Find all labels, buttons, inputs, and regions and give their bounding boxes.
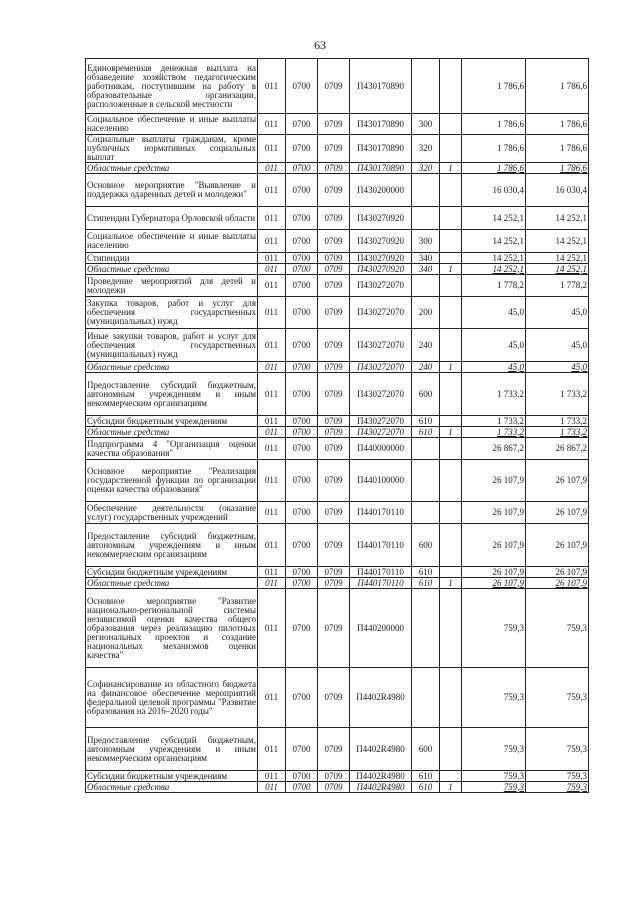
amount-year-1-cell: 1 778,2	[462, 275, 526, 297]
amount-year-2-cell: 759,3	[526, 771, 589, 782]
item-name-cell: Областные средства	[86, 578, 258, 589]
item-name-cell: Областные средства	[86, 427, 258, 438]
subsection-code-cell: 0709	[318, 427, 350, 438]
funding-source-code-cell	[440, 460, 462, 502]
page-number: 63	[314, 38, 326, 52]
amount-year-1-cell: 26 107,9	[462, 524, 526, 567]
ministry-code-cell: 011	[258, 524, 286, 567]
subsection-code-cell: 0709	[318, 668, 350, 728]
item-name-cell: Предоставление субсидий бюджетным, автономным учреждениям и иным некоммерческим организациям	[86, 524, 258, 567]
funding-source-code-cell	[440, 59, 462, 114]
table-row	[86, 668, 589, 728]
ministry-code-cell: 011	[258, 578, 286, 589]
subsection-code-cell: 0709	[318, 567, 350, 578]
amount-year-2-cell: 1 786,6	[526, 135, 589, 163]
item-name-cell: Субсидии бюджетным учреждениям	[86, 771, 258, 782]
item-name-cell: Основное мероприятие "Реализация государственной функции по организации оценки качества образования"	[86, 460, 258, 502]
section-code-cell: 0700	[286, 567, 318, 578]
amount-year-1-cell: 759,3	[462, 728, 526, 771]
expense-type-code-cell: 320	[412, 163, 440, 174]
section-code-cell: 0700	[286, 668, 318, 728]
funding-source-code-cell	[440, 329, 462, 362]
section-code-cell: 0700	[286, 578, 318, 589]
expense-type-code-cell: 320	[412, 135, 440, 163]
ministry-code-cell: 011	[258, 502, 286, 524]
section-code-cell: 0700	[286, 207, 318, 230]
expense-type-code-cell: 240	[412, 329, 440, 362]
subsection-code-cell: 0709	[318, 114, 350, 135]
subsection-code-cell: 0709	[318, 59, 350, 114]
amount-year-2-cell: 759,3	[526, 589, 589, 668]
amount-year-1-cell: 26 107,9	[462, 567, 526, 578]
table-row	[86, 771, 589, 782]
subsection-code-cell: 0709	[318, 502, 350, 524]
expense-type-code-cell	[412, 174, 440, 207]
subsection-code-cell: 0709	[318, 207, 350, 230]
amount-year-2-cell: 14 252,1	[526, 207, 589, 230]
section-code-cell: 0700	[286, 362, 318, 373]
item-name-cell: Областные средства	[86, 782, 258, 793]
table-row	[86, 427, 589, 438]
funding-source-code-cell	[440, 135, 462, 163]
item-name-cell: Стипендии	[86, 253, 258, 264]
subsection-code-cell: 0709	[318, 782, 350, 793]
target-article-code-cell: П440170110	[350, 578, 412, 589]
amount-year-2-cell: 45,0	[526, 329, 589, 362]
amount-year-1-cell: 1 733,2	[462, 416, 526, 427]
subsection-code-cell: 0709	[318, 771, 350, 782]
amount-year-2-cell: 1 778,2	[526, 275, 589, 297]
table-row	[86, 207, 589, 230]
amount-year-2-cell: 26 107,9	[526, 567, 589, 578]
item-name-cell: Предоставление субсидий бюджетным, автономным учреждениям и иным некоммерческим организациям	[86, 728, 258, 771]
amount-year-2-cell: 26 867,2	[526, 438, 589, 460]
table-row	[86, 297, 589, 329]
table-row	[86, 460, 589, 502]
ministry-code-cell: 011	[258, 114, 286, 135]
ministry-code-cell: 011	[258, 438, 286, 460]
expense-type-code-cell: 610	[412, 782, 440, 793]
funding-source-code-cell	[440, 438, 462, 460]
funding-source-code-cell	[440, 771, 462, 782]
expense-type-code-cell	[412, 438, 440, 460]
section-code-cell: 0700	[286, 438, 318, 460]
table-row	[86, 438, 589, 460]
table-row	[86, 114, 589, 135]
section-code-cell: 0700	[286, 59, 318, 114]
amount-year-1-cell: 759,3	[462, 668, 526, 728]
expense-type-code-cell: 200	[412, 297, 440, 329]
target-article-code-cell: П440170110	[350, 567, 412, 578]
funding-source-code-cell	[440, 567, 462, 578]
item-name-cell: Предоставление субсидий бюджетным, автономным учреждениям и иным некоммерческим организациям	[86, 373, 258, 416]
funding-source-code-cell	[440, 502, 462, 524]
amount-year-1-cell: 45,0	[462, 362, 526, 373]
target-article-code-cell: П430270920	[350, 253, 412, 264]
table-row	[86, 373, 589, 416]
expense-type-code-cell: 610	[412, 578, 440, 589]
section-code-cell: 0700	[286, 524, 318, 567]
subsection-code-cell: 0709	[318, 728, 350, 771]
expense-type-code-cell	[412, 589, 440, 668]
item-name-cell: Основное мероприятие "Развитие национально-региональной системы независимой оценки качества общего образования через реализацию пилотных региональных проектов и создание национальных механизмов оценки качества"	[86, 589, 258, 668]
amount-year-2-cell: 1 786,6	[526, 114, 589, 135]
item-name-cell: Областные средства	[86, 163, 258, 174]
amount-year-1-cell: 14 252,1	[462, 230, 526, 253]
section-code-cell: 0700	[286, 771, 318, 782]
table-row	[86, 728, 589, 771]
amount-year-1-cell: 14 252,1	[462, 207, 526, 230]
subsection-code-cell: 0709	[318, 329, 350, 362]
item-name-cell: Проведение мероприятий для детей и молодежи	[87, 275, 256, 295]
funding-source-code-cell	[440, 297, 462, 329]
target-article-code-cell: П430170890	[350, 59, 412, 114]
section-code-cell: 0700	[286, 329, 318, 362]
subsection-code-cell: 0709	[318, 275, 350, 297]
ministry-code-cell: 011	[258, 230, 286, 253]
target-article-code-cell: П4402R4980	[350, 771, 412, 782]
target-article-code-cell: П430272070	[350, 297, 412, 329]
table-row	[86, 567, 589, 578]
target-article-code-cell: П430170890	[350, 135, 412, 163]
amount-year-1-cell: 759,3	[462, 589, 526, 668]
amount-year-2-cell: 14 252,1	[526, 253, 589, 264]
funding-source-code-cell	[440, 275, 462, 297]
section-code-cell: 0700	[286, 373, 318, 416]
amount-year-2-cell: 759,3	[526, 728, 589, 771]
expense-type-code-cell	[412, 460, 440, 502]
funding-source-code-cell: 1	[440, 264, 462, 275]
section-code-cell: 0700	[286, 253, 318, 264]
target-article-code-cell: П430170890	[350, 163, 412, 174]
amount-year-2-cell: 759,3	[526, 782, 589, 793]
amount-year-2-cell: 26 107,9	[526, 460, 589, 502]
amount-year-1-cell: 45,0	[462, 297, 526, 329]
ministry-code-cell: 011	[258, 362, 286, 373]
item-name-cell: Социальные выплаты гражданам, кроме публичных нормативных социальных выплат	[87, 134, 256, 162]
table-row	[86, 416, 589, 427]
item-name-cell: Стипендии Губернатора Орловской области	[86, 207, 258, 230]
amount-year-1-cell: 759,3	[462, 771, 526, 782]
expense-type-code-cell: 300	[412, 114, 440, 135]
expense-type-code-cell: 240	[412, 362, 440, 373]
target-article-code-cell: П4402R4980	[350, 728, 412, 771]
expense-type-code-cell	[412, 275, 440, 297]
item-name-cell: Основное мероприятие "Выявление и поддержка одаренных детей и молодежи"	[86, 174, 258, 207]
target-article-code-cell: П430270920	[350, 230, 412, 253]
expense-type-code-cell: 600	[412, 728, 440, 771]
target-article-code-cell: П430272070	[350, 329, 412, 362]
funding-source-code-cell: 1	[440, 427, 462, 438]
budget-table-body	[86, 59, 589, 793]
funding-source-code-cell: 1	[440, 362, 462, 373]
amount-year-2-cell: 1 786,6	[526, 59, 589, 114]
subsection-code-cell: 0709	[318, 174, 350, 207]
amount-year-1-cell: 1 786,6	[462, 59, 526, 114]
funding-source-code-cell	[440, 728, 462, 771]
amount-year-1-cell: 14 252,1	[462, 253, 526, 264]
section-code-cell: 0700	[286, 135, 318, 163]
amount-year-2-cell: 1 733,2	[526, 416, 589, 427]
subsection-code-cell: 0709	[318, 297, 350, 329]
item-name-cell: Иные закупки товаров, работ и услуг для обеспечения государственных (муниципальных) нужд	[86, 329, 258, 362]
item-name-cell: Единовременная денежная выплата на обзаведение хозяйством педагогическим работникам, поступившим на работу в образовательные организации, расположенные в сельской местности	[86, 59, 258, 114]
subsection-code-cell: 0709	[318, 589, 350, 668]
expense-type-code-cell: 340	[412, 253, 440, 264]
expense-type-code-cell	[412, 668, 440, 728]
section-code-cell: 0700	[286, 174, 318, 207]
ministry-code-cell: 011	[258, 416, 286, 427]
table-row	[86, 578, 589, 589]
amount-year-1-cell: 1 786,6	[462, 163, 526, 174]
section-code-cell: 0700	[286, 728, 318, 771]
target-article-code-cell: П440170110	[350, 524, 412, 567]
item-name-cell: Закупка товаров, работ и услуг для обеспечения государственных (муниципальных) нужд	[86, 297, 258, 329]
amount-year-1-cell: 26 107,9	[462, 502, 526, 524]
funding-source-code-cell	[440, 207, 462, 230]
ministry-code-cell: 011	[258, 668, 286, 728]
section-code-cell: 0700	[286, 427, 318, 438]
section-code-cell: 0700	[286, 264, 318, 275]
table-row	[86, 174, 589, 207]
target-article-code-cell: П430272070	[350, 416, 412, 427]
table-row	[86, 524, 589, 567]
amount-year-1-cell: 1 786,6	[462, 135, 526, 163]
item-name-cell: Областные средства	[86, 362, 258, 373]
expense-type-code-cell: 300	[412, 230, 440, 253]
subsection-code-cell: 0709	[318, 163, 350, 174]
target-article-code-cell: П4402R4980	[350, 782, 412, 793]
target-article-code-cell: П430272070	[350, 275, 412, 297]
target-article-code-cell: П430272070	[350, 362, 412, 373]
ministry-code-cell: 011	[258, 427, 286, 438]
funding-source-code-cell: 1	[440, 782, 462, 793]
subsection-code-cell: 0709	[318, 362, 350, 373]
target-article-code-cell: П430170890	[350, 114, 412, 135]
section-code-cell: 0700	[286, 297, 318, 329]
subsection-code-cell: 0709	[318, 438, 350, 460]
section-code-cell: 0700	[286, 589, 318, 668]
amount-year-2-cell: 14 252,1	[526, 264, 589, 275]
ministry-code-cell: 011	[258, 728, 286, 771]
item-name-cell: Социальное обеспечение и иные выплаты населению	[87, 114, 256, 133]
amount-year-1-cell: 26 107,9	[462, 460, 526, 502]
ministry-code-cell: 011	[258, 59, 286, 114]
expense-type-code-cell: 610	[412, 567, 440, 578]
amount-year-2-cell: 759,3	[526, 668, 589, 728]
ministry-code-cell: 011	[258, 135, 286, 163]
section-code-cell: 0700	[286, 275, 318, 297]
expense-type-code-cell: 610	[412, 427, 440, 438]
subsection-code-cell: 0709	[318, 253, 350, 264]
amount-year-2-cell: 14 252,1	[526, 230, 589, 253]
item-name-cell: Софинансирование из областного бюджета на финансовое обеспечение мероприятий федеральной целевой программы "Развитие образования на 2016–2020 годы"	[86, 668, 258, 728]
amount-year-1-cell: 1 733,2	[462, 427, 526, 438]
funding-source-code-cell	[440, 589, 462, 668]
amount-year-1-cell: 1 786,6	[462, 114, 526, 135]
target-article-code-cell: П430200000	[350, 174, 412, 207]
ministry-code-cell: 011	[258, 275, 286, 297]
ministry-code-cell: 011	[258, 771, 286, 782]
ministry-code-cell: 011	[258, 782, 286, 793]
funding-source-code-cell	[440, 253, 462, 264]
target-article-code-cell: П430272070	[350, 373, 412, 416]
subsection-code-cell: 0709	[318, 578, 350, 589]
table-row	[86, 59, 589, 114]
expense-type-code-cell: 610	[412, 771, 440, 782]
target-article-code-cell: П440170110	[350, 502, 412, 524]
amount-year-1-cell: 759,3	[462, 782, 526, 793]
table-row	[86, 329, 589, 362]
funding-source-code-cell	[440, 668, 462, 728]
amount-year-2-cell: 16 030,4	[526, 174, 589, 207]
budget-table	[85, 58, 589, 793]
expense-type-code-cell: 340	[412, 264, 440, 275]
item-name-cell: Подпрограмма 4 "Организация оценки качества образования"	[87, 438, 256, 458]
amount-year-1-cell: 14 252,1	[462, 264, 526, 275]
section-code-cell: 0700	[286, 502, 318, 524]
table-row	[86, 230, 589, 253]
amount-year-2-cell: 1 786,6	[526, 163, 589, 174]
expense-type-code-cell	[412, 59, 440, 114]
amount-year-1-cell: 16 030,4	[462, 174, 526, 207]
amount-year-2-cell: 1 733,2	[526, 373, 589, 416]
ministry-code-cell: 011	[258, 174, 286, 207]
table-row	[86, 362, 589, 373]
amount-year-2-cell: 26 107,9	[526, 502, 589, 524]
funding-source-code-cell	[440, 373, 462, 416]
section-code-cell: 0700	[286, 114, 318, 135]
funding-source-code-cell	[440, 174, 462, 207]
expense-type-code-cell: 610	[412, 416, 440, 427]
subsection-code-cell: 0709	[318, 524, 350, 567]
amount-year-2-cell: 45,0	[526, 362, 589, 373]
section-code-cell: 0700	[286, 416, 318, 427]
amount-year-1-cell: 26 867,2	[462, 438, 526, 460]
subsection-code-cell: 0709	[318, 264, 350, 275]
table-row	[86, 135, 589, 163]
funding-source-code-cell	[440, 230, 462, 253]
section-code-cell: 0700	[286, 460, 318, 502]
ministry-code-cell: 011	[258, 163, 286, 174]
ministry-code-cell: 011	[258, 253, 286, 264]
expense-type-code-cell: 600	[412, 373, 440, 416]
expense-type-code-cell	[412, 502, 440, 524]
subsection-code-cell: 0709	[318, 230, 350, 253]
amount-year-2-cell: 26 107,9	[526, 524, 589, 567]
target-article-code-cell: П430270920	[350, 207, 412, 230]
ministry-code-cell: 011	[258, 329, 286, 362]
amount-year-2-cell: 45,0	[526, 297, 589, 329]
funding-source-code-cell	[440, 114, 462, 135]
ministry-code-cell: 011	[258, 297, 286, 329]
table-row	[86, 275, 589, 297]
funding-source-code-cell: 1	[440, 578, 462, 589]
target-article-code-cell: П440100000	[350, 460, 412, 502]
amount-year-1-cell: 26 107,9	[462, 578, 526, 589]
ministry-code-cell: 011	[258, 264, 286, 275]
amount-year-2-cell: 26 107,9	[526, 578, 589, 589]
table-row	[86, 782, 589, 793]
ministry-code-cell: 011	[258, 207, 286, 230]
item-name-cell: Областные средства	[86, 264, 258, 275]
ministry-code-cell: 011	[258, 460, 286, 502]
subsection-code-cell: 0709	[318, 135, 350, 163]
amount-year-1-cell: 45,0	[462, 329, 526, 362]
funding-source-code-cell	[440, 524, 462, 567]
ministry-code-cell: 011	[258, 589, 286, 668]
table-row	[86, 502, 589, 524]
ministry-code-cell: 011	[258, 567, 286, 578]
target-article-code-cell: П440200000	[350, 589, 412, 668]
table-row	[86, 253, 589, 264]
item-name-cell: Субсидии бюджетным учреждениям	[86, 567, 258, 578]
section-code-cell: 0700	[286, 230, 318, 253]
amount-year-1-cell: 1 733,2	[462, 373, 526, 416]
expense-type-code-cell	[412, 207, 440, 230]
item-name-cell: Социальное обеспечение и иные выплаты населению	[86, 230, 258, 253]
section-code-cell: 0700	[286, 782, 318, 793]
section-code-cell: 0700	[286, 163, 318, 174]
target-article-code-cell: П440000000	[350, 438, 412, 460]
table-row	[86, 589, 589, 668]
subsection-code-cell: 0709	[318, 460, 350, 502]
target-article-code-cell: П430272070	[350, 427, 412, 438]
target-article-code-cell: П430270920	[350, 264, 412, 275]
subsection-code-cell: 0709	[318, 416, 350, 427]
expense-type-code-cell: 600	[412, 524, 440, 567]
subsection-code-cell: 0709	[318, 373, 350, 416]
ministry-code-cell: 011	[258, 373, 286, 416]
table-row	[86, 264, 589, 275]
table-row	[86, 163, 589, 174]
funding-source-code-cell: 1	[440, 163, 462, 174]
item-name-cell: Обеспечение деятельности (оказание услуг) государственных учреждений	[87, 502, 256, 522]
funding-source-code-cell	[440, 416, 462, 427]
item-name-cell: Субсидии бюджетным учреждениям	[86, 416, 258, 427]
amount-year-2-cell: 1 733,2	[526, 427, 589, 438]
target-article-code-cell: П4402R4980	[350, 668, 412, 728]
